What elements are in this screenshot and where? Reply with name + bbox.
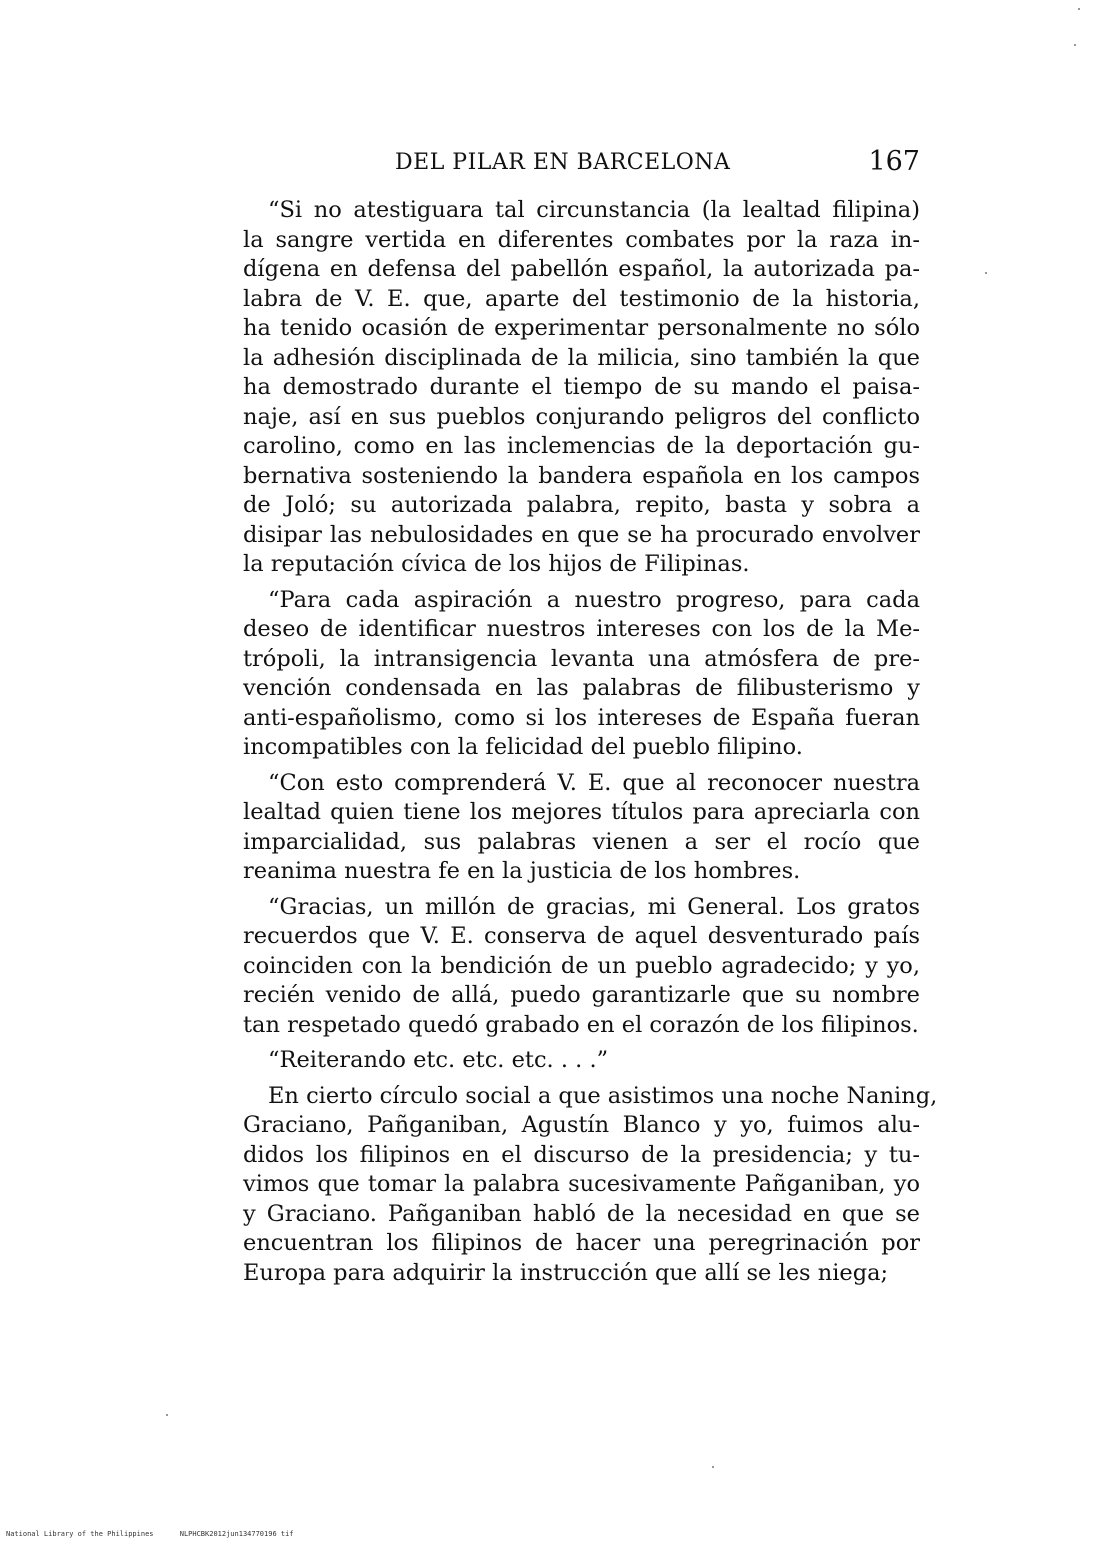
page-number: 167 bbox=[868, 146, 920, 177]
text-line: didos los filipinos en el discurso de la presidencia; y tu- bbox=[243, 1141, 920, 1168]
text-line: recién venido de allá, puedo garantizarle que su nombre bbox=[243, 982, 920, 1008]
text-line: disipar las nebulosidades en que se ha procurado envolver bbox=[243, 521, 920, 548]
paragraph bbox=[243, 196, 920, 580]
text-line: encuentran los filipinos de hacer una peregrinación por bbox=[243, 1230, 920, 1256]
text-line: y Graciano. Pañganiban habló de la necesidad en que se bbox=[243, 1200, 920, 1227]
text-line: labra de V. E. que, aparte del testimonio de la historia, bbox=[243, 285, 920, 312]
text-line: vención condensada en las palabras de filibusterismo y bbox=[243, 675, 920, 701]
text-line: “Gracias, un millón de gracias, mi General. Los gratos bbox=[268, 893, 920, 920]
text-line: “Si no atestiguara tal circunstancia (la lealtad filipina) bbox=[268, 197, 920, 223]
scan-speck bbox=[985, 272, 987, 274]
text-line: trópoli, la intransigencia levanta una atmósfera de pre- bbox=[243, 645, 920, 672]
text-line: tan respetado quedó grabado en el corazón de los filipinos. bbox=[243, 1011, 919, 1038]
text-line: En cierto círculo social a que asistimos una noche Naning, bbox=[268, 1082, 938, 1109]
text-line: coinciden con la bendición de un pueblo agradecido; y yo, bbox=[243, 952, 920, 979]
text-line: Graciano, Pañganiban, Agustín Blanco y yo, fuimos alu- bbox=[243, 1112, 920, 1138]
file-identifier: NLPHCBK2012jun134770196 tif bbox=[179, 1530, 294, 1538]
text-line: lealtad quien tiene los mejores títulos para apreciarla con bbox=[243, 799, 920, 825]
text-line: “Reiterando etc. etc. etc. . . .” bbox=[268, 1047, 609, 1073]
text-line: reanima nuestra fe en la justicia de los hombres. bbox=[243, 858, 801, 884]
text-line: la adhesión disciplinada de la milicia, sino también la que bbox=[243, 344, 920, 371]
text-line: Europa para adquirir la instrucción que allí se les niega; bbox=[243, 1259, 889, 1286]
text-line: ha tenido ocasión de experimentar personalmente no sólo bbox=[243, 315, 920, 341]
paragraph bbox=[243, 586, 920, 763]
text-line: de Joló; su autorizada palabra, repito, basta y sobra a bbox=[243, 492, 920, 518]
library-credit: National Library of the Philippines bbox=[6, 1530, 154, 1538]
text-line: carolino, como en las inclemencias de la deportación gu- bbox=[243, 433, 920, 459]
scan-footer bbox=[6, 1530, 316, 1538]
scan-speck bbox=[712, 1466, 714, 1468]
paragraph bbox=[243, 893, 920, 1041]
text-line: la reputación cívica de los hijos de Filipinas. bbox=[243, 551, 750, 577]
body-text bbox=[243, 196, 938, 1288]
text-line: dígena en defensa del pabellón español, la autorizada pa- bbox=[243, 256, 920, 282]
running-head bbox=[245, 146, 920, 190]
text-line: vimos que tomar la palabra sucesivamente Pañganiban, yo bbox=[243, 1171, 920, 1197]
text-line: deseo de identificar nuestros intereses con los de la Me- bbox=[243, 616, 920, 642]
text-line: naje, así en sus pueblos conjurando peligros del conflicto bbox=[243, 403, 920, 430]
scan-speck bbox=[166, 1414, 168, 1416]
text-line: la sangre vertida en diferentes combates por la raza in- bbox=[243, 226, 920, 253]
text-line: anti-españolismo, como si los intereses de España fueran bbox=[243, 704, 920, 731]
scan-speck bbox=[1078, 8, 1080, 10]
paragraph bbox=[243, 1046, 920, 1076]
paragraph bbox=[243, 1082, 938, 1289]
text-line: “Para cada aspiración a nuestro progreso, para cada bbox=[268, 586, 920, 613]
text-line: recuerdos que V. E. conserva de aquel desventurado país bbox=[243, 923, 920, 949]
text-line: imparcialidad, sus palabras vienen a ser el rocío que bbox=[243, 828, 920, 855]
paragraph bbox=[243, 769, 920, 887]
scan-speck bbox=[1074, 44, 1076, 46]
text-line: incompatibles con la felicidad del pueblo filipino. bbox=[243, 734, 803, 760]
text-line: ha demostrado durante el tiempo de su mando el paisa- bbox=[243, 374, 920, 400]
running-title: DEL PILAR EN BARCELONA bbox=[395, 150, 731, 175]
text-line: bernativa sosteniendo la bandera española en los campos bbox=[243, 462, 920, 489]
text-line: “Con esto comprenderá V. E. que al reconocer nuestra bbox=[268, 769, 920, 796]
